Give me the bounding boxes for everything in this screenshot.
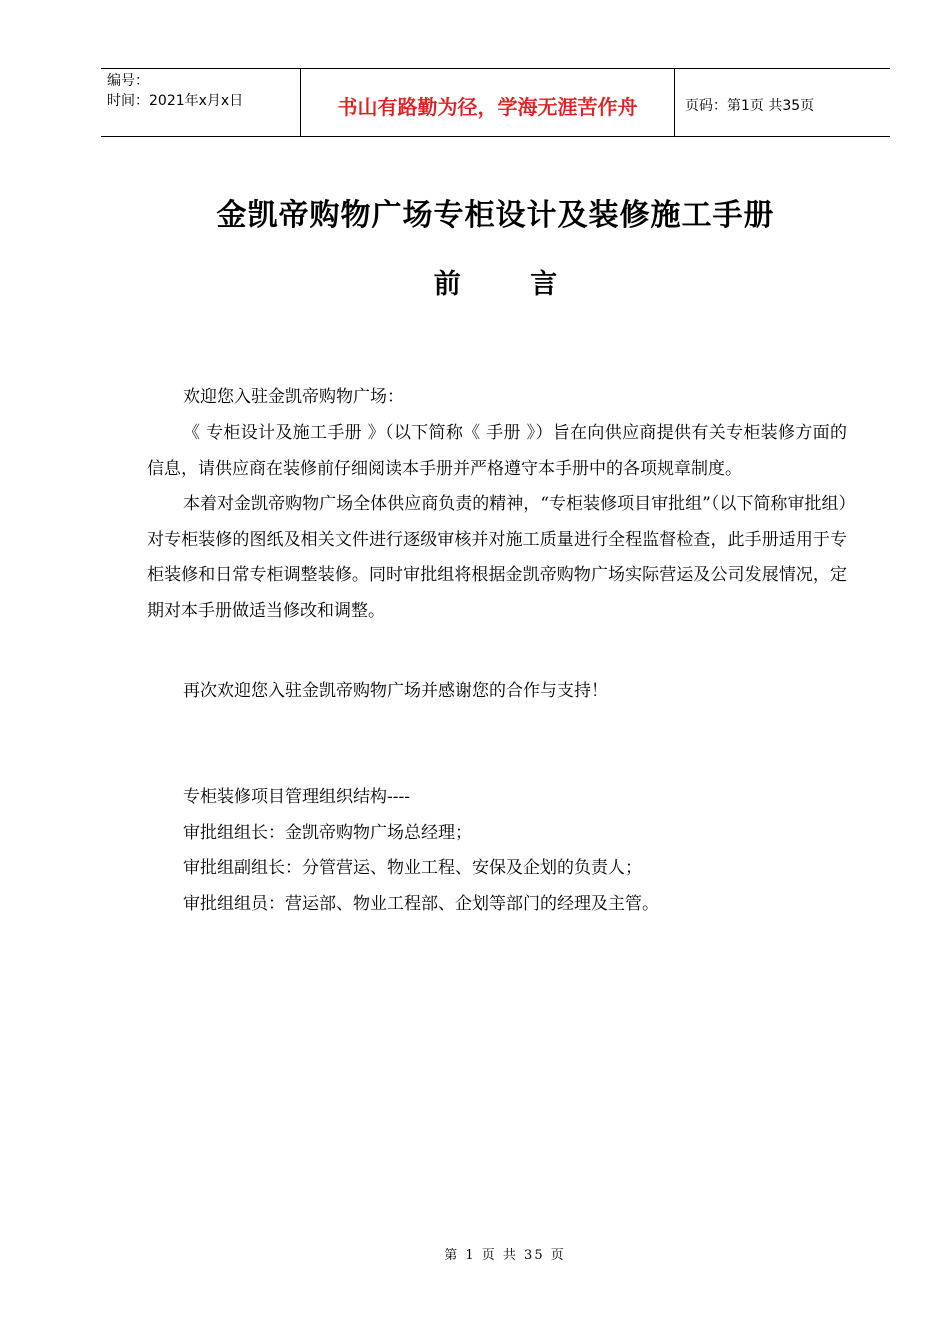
document-subtitle: 前 言 [433, 269, 588, 300]
document-title: 金凯帝购物广场专柜设计及装修施工手册 [216, 198, 775, 233]
org-leader: 审批组组长：金凯帝购物广场总经理； [183, 822, 472, 843]
header-time-label: 时间：2021年x月x日 [107, 93, 244, 109]
document-header [101, 68, 890, 137]
org-deputy-leader: 审批组副组长：分管营运、物业工程、安保及企划的负责人； [183, 858, 642, 878]
org-heading: 专柜装修项目管理组织结构---- [183, 787, 410, 807]
body-paragraphs [147, 416, 847, 629]
closing-text: 再次欢迎您入驻金凯帝购物广场并感谢您的合作与支持！ [183, 681, 608, 701]
header-meta [101, 69, 301, 136]
org-members: 审批组组员：营运部、物业工程部、企划等部门的经理及主管。 [183, 893, 659, 914]
greeting-text: 欢迎您入驻金凯帝购物广场： [183, 387, 404, 407]
greeting-block [147, 380, 847, 416]
closing-block [147, 674, 847, 710]
org-structure [147, 780, 847, 922]
paragraph-1: 《 专柜设计及施工手册 》（以下简称《 手册 》）旨在向供应商提供有关专柜装修方面的信息，请供应商在装修前仔细阅读本手册并严格遵守本手册中的各项规章制度。 [147, 423, 847, 479]
paragraph-2: 本着对金凯帝购物广场全体供应商负责的精神，“专柜装修项目审批组”（以下简称审批组）对专柜装修的图纸及相关文件进行逐级审核并对施工质量进行全程监督检查，此手册适用于专柜装修和日常专柜调整装修。同时审批组将根据金凯帝购物广场实际营运及公司发展情况，定期对本手册做适当修改和调整。 [147, 494, 847, 621]
footer-page-number: 第 1 页 共 35 页 [444, 1248, 566, 1263]
header-number-label: 编号： [107, 73, 149, 89]
header-motto: 书山有路勤为径，学海无涯苦作舟 [301, 69, 675, 136]
header-page-info: 页码：第1页 共35页 [685, 97, 815, 114]
